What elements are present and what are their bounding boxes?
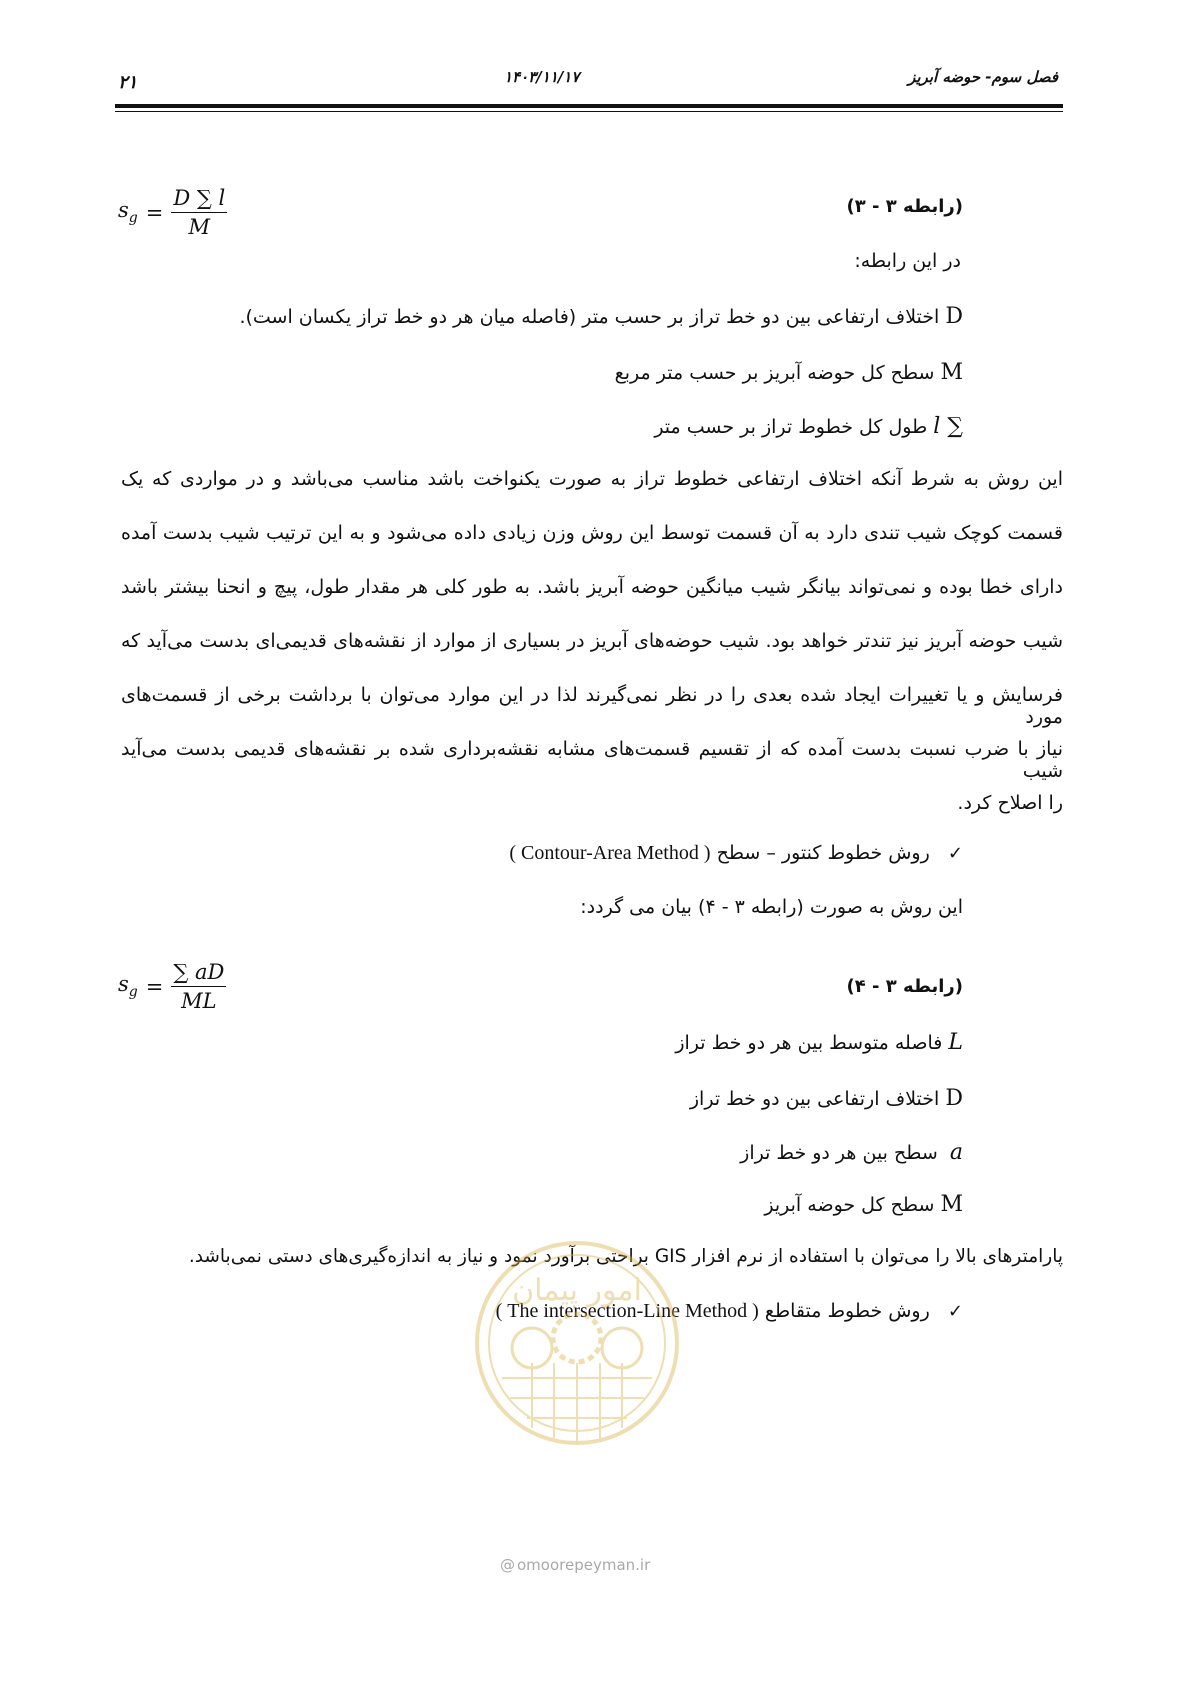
paragraph-line: فرسایش و یا تغییرات ایجاد شده بعدی را در نظر نمی‌گیرند لذا در این موارد می‌توان با برداشت برخی از قسمت‌های مورد: [121, 684, 1063, 728]
relation-label-3-3: (رابطه ۳ - ۳): [846, 196, 963, 217]
paragraph-line: نیاز با ضرب نسبت بدست آمده که از تقسیم قسمت‌های مشابه نقشه‌برداری شده بر نقشه‌های قدیمی بدست می‌آید شیب: [121, 738, 1063, 782]
definition-item: M سطح کل حوضه آبریز: [764, 1192, 963, 1217]
bullet-intersection-line: ✓ روش خطوط متقاطع ( The intersection-Line Method ): [495, 1300, 963, 1322]
bullet-contour-area: ✓ روش خطوط کنتور – سطح ( Contour-Area Method ): [509, 842, 963, 864]
page-number: ۲۱: [118, 72, 138, 93]
watermark-seal-logo: [472, 1238, 682, 1448]
header-date: ۱۴۰۳/۱۱/۱۷: [504, 68, 580, 86]
chapter-title: فصل سوم- حوضه آبریز: [908, 68, 1058, 86]
formula-numerator: D ∑ l: [171, 186, 227, 213]
formula-fraction: [171, 186, 227, 239]
formula-denominator: M: [188, 215, 211, 239]
definition-item: D اختلاف ارتفاعی بین دو خط تراز: [689, 1086, 963, 1111]
paragraph-line: شیب حوضه آبریز نیز تندتر خواهد بود. شیب حوضه‌های آبریز در بسیاری از موارد از نقشه‌های قدیمی‌ای بدست می‌آید که: [121, 630, 1063, 652]
definition-item: ∑ l طول کل خطوط تراز بر حسب متر: [654, 414, 963, 439]
paragraph-line: را اصلاح کرد.: [957, 792, 1063, 814]
check-icon: ✓: [947, 1301, 963, 1322]
method-intro: این روش به صورت (رابطه ۳ - ۴) بیان می گردد:: [580, 896, 963, 918]
gis-note: پارامترهای بالا را می‌توان با استفاده از نرم افزار GIS براحتی برآورد نمود و نیاز به اندازه‌گیری‌های دستی نمی‌باشد.: [188, 1246, 1063, 1267]
formula-fraction: [171, 960, 226, 1013]
header-rule-thick: [115, 104, 1063, 108]
watermark-site: @ omoorepeyman.ir: [500, 1556, 651, 1574]
check-icon: ✓: [947, 843, 963, 864]
definition-item: L فاصله متوسط بین هر دو خط تراز: [675, 1030, 963, 1055]
paragraph-line: قسمت کوچک شیب تندی دارد به آن قسمت توسط این روش وزن زیادی داده می‌شود و به این ترتیب شیب بدست آمده: [121, 522, 1063, 544]
paragraph-line: دارای خطا بوده و نمی‌تواند بیانگر شیب میانگین حوضه آبریز باشد. به طور کلی هر مقدار طول، پیچ و انحنا بیشتر باشد: [121, 576, 1063, 598]
formula-lhs: $s_g$: [118, 198, 138, 227]
formula-3-4: $s_g$ = $\frac{\sum aD}{ML}$: [118, 960, 225, 1013]
watermark-seal-text: امور پیمان: [512, 1273, 642, 1308]
at-icon: @: [500, 1556, 515, 1574]
paragraph-line: این روش به شرط آنکه اختلاف ارتفاعی خطوط تراز به صورت یکنواخت باشد مناسب می‌باشد و در مواردی که یک: [121, 468, 1063, 490]
definition-item: M سطح کل حوضه آبریز بر حسب متر مربع: [614, 360, 963, 385]
definition-item: D اختلاف ارتفاعی بین دو خط تراز بر حسب متر (فاصله میان هر دو خط تراز یکسان است).: [239, 304, 963, 329]
intro-text: در این رابطه:: [854, 250, 961, 272]
formula-lhs: $s_g$: [118, 972, 138, 1001]
formula-denominator: ML: [181, 989, 217, 1013]
definition-item: a سطح بین هر دو خط تراز: [740, 1140, 963, 1165]
header-rule-thin: [115, 111, 1063, 112]
formula-numerator: ∑ aD: [171, 960, 226, 987]
formula-3-3: $s_g$ = $\frac{D \sum l}{M}$: [118, 186, 226, 239]
relation-label-3-4: (رابطه ۳ - ۴): [846, 976, 963, 997]
